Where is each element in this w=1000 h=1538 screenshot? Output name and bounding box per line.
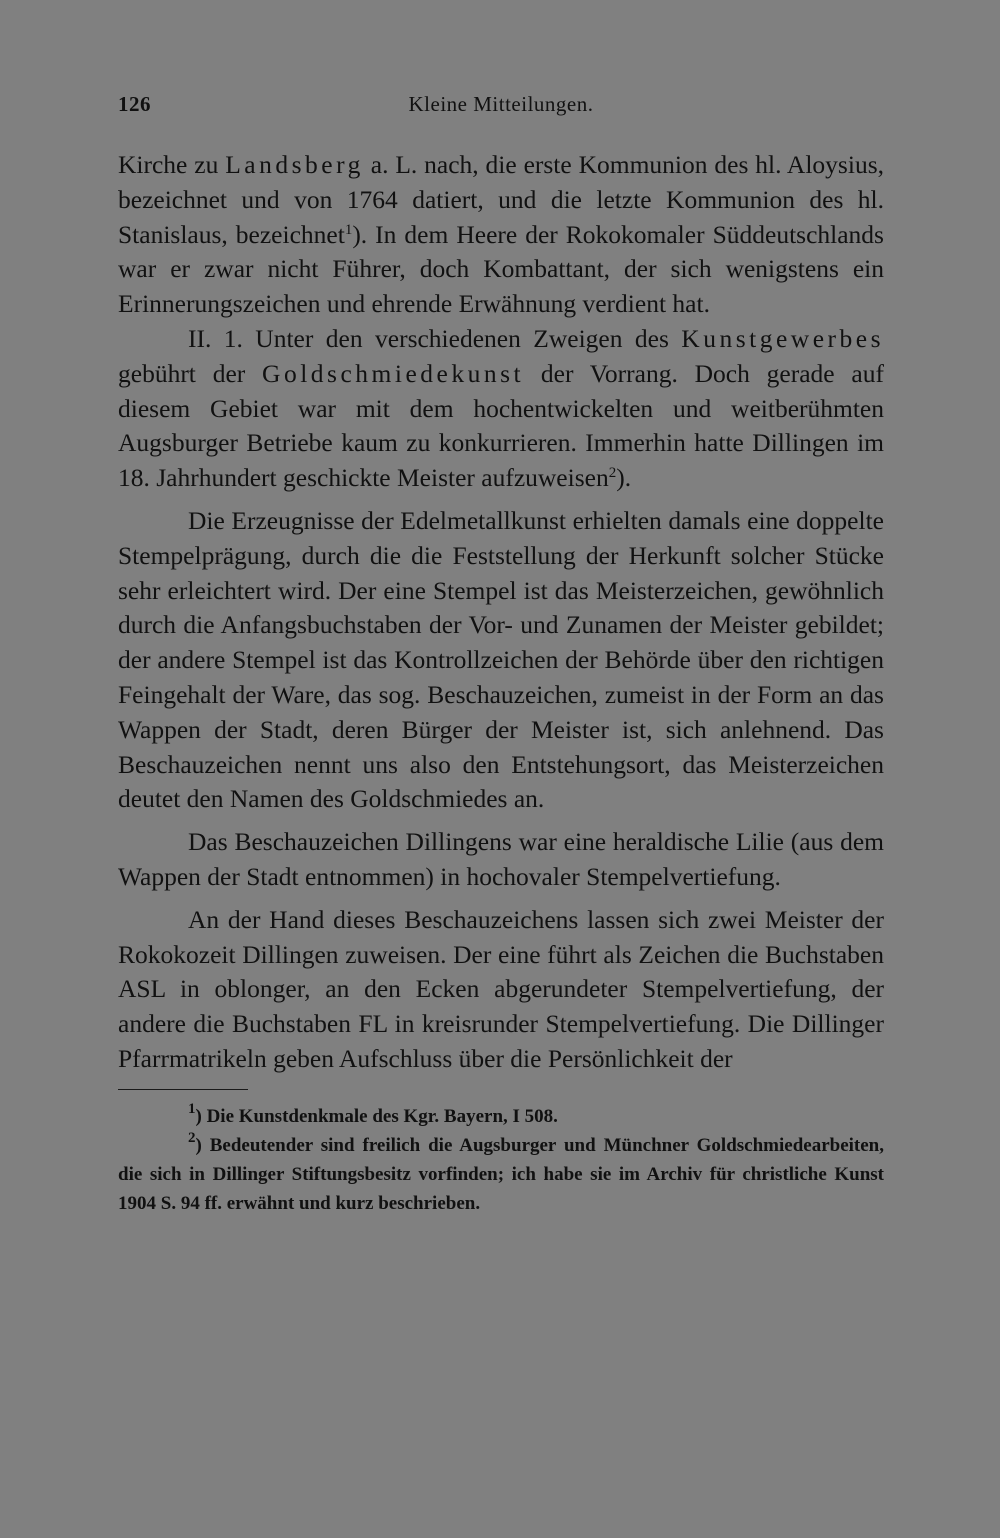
paragraph-1-text-c: ). In dem Heere der Rokokomaler Süddeutschlands war er zwar nicht Führer, doch Kombattant, der sich wenigstens ein Erinnerungszeichen und ehrende Erwähnung verdient hat.: [118, 219, 884, 319]
footnote-marker-1: 1: [188, 1100, 196, 1117]
paragraph-1-text-a: Kirche zu: [118, 150, 226, 179]
footnote-ref-1: 1: [344, 221, 353, 238]
paragraph-4: Das Beschauzeichen Dillingens war eine heraldische Lilie (aus dem Wappen der Stadt entnommen) in hochovaler Stempelvertiefung.: [118, 827, 884, 891]
running-header: [118, 88, 884, 124]
paragraph-2-text-d: ).: [616, 463, 632, 493]
term-goldschmiedekunst: Goldschmiedekunst: [262, 358, 525, 388]
paragraph-2-text-c: der Vorrang. Doch gerade auf diesem Gebiet war mit dem hochentwickelten und weitberühmten Augsburger Betriebe kaum zu konkurrieren. Immerhin hatte Dillingen im 18. Jahrhundert geschickte Meister aufzuweisen: [118, 358, 884, 493]
footnote-marker-2: 2: [188, 1129, 196, 1146]
term-kunstgewerbes: Kunstgewerbes: [681, 323, 884, 353]
footnote-2-text: ) Bedeutender sind freilich die Augsburger und Münchner Goldschmiedearbeiten, die sich in Dillinger Stiftungsbesitz vorfinden; ich habe sie im Archiv für christliche Kunst 1904 S. 94 ff. erwähnt und kurz beschrieben.: [118, 1134, 884, 1214]
document-page: [118, 88, 884, 1218]
paragraph-2: [118, 322, 884, 496]
footnote-2: [118, 1131, 884, 1218]
footnote-divider: [118, 1089, 248, 1090]
footnote-ref-2: 2: [608, 465, 617, 482]
paragraph-2-text-a: II. 1. Unter den verschiedenen Zweigen des: [188, 323, 682, 353]
body-text: [118, 148, 884, 1077]
footnote-1: [118, 1102, 884, 1131]
footnotes: [118, 1102, 884, 1218]
running-title: Kleine Mitteilungen.: [408, 92, 594, 116]
page-number: 126: [118, 92, 151, 116]
paragraph-3: Die Erzeugnisse der Edelmetallkunst erhielten damals eine doppelte Stempelprägung, durch die die Feststellung der Herkunft solcher Stücke sehr erleichtert wird. Der eine Stempel ist das Meisterzeichen, gewöhnlich durch die Anfangsbuchstaben der Vor- und Zunamen der Meister gebildet; der andere Stempel ist das Kontrollzeichen der Behörde über den richtigen Feingehalt der Ware, das sog. Beschauzeichen, zumeist in der Form an das Wappen der Stadt, deren Bürger der Meister ist, sich anlehnend. Das Beschauzeichen nennt uns also den Entstehungsort, das Meisterzeichen deutet den Namen des Goldschmiedes an.: [118, 505, 884, 814]
footnote-1-text: ) Die Kunstdenkmale des Kgr. Bayern, I 508.: [195, 1105, 558, 1127]
paragraph-1: [118, 148, 884, 322]
paragraph-1-text-b: a. L. nach, die erste Kommunion des hl. Aloysius, bezeichnet und von 1764 datiert, und die letzte Kommunion des hl. Stanislaus, bezeichnet: [118, 150, 884, 249]
paragraph-2-text-b: gebührt der: [118, 358, 263, 388]
paragraph-5: An der Hand dieses Beschauzeichens lassen sich zwei Meister der Rokokozeit Dillingen zuweisen. Der eine führt als Zeichen die Buchstaben ASL in oblonger, an den Ecken abgerundeter Stempelvertiefung, der andere die Buchstaben FL in kreisrunder Stempelvertiefung. Die Dillinger Pfarrmatrikeln geben Aufschluss über die Persönlichkeit der: [118, 904, 884, 1073]
place-name-spaced: Landsberg: [225, 150, 364, 179]
